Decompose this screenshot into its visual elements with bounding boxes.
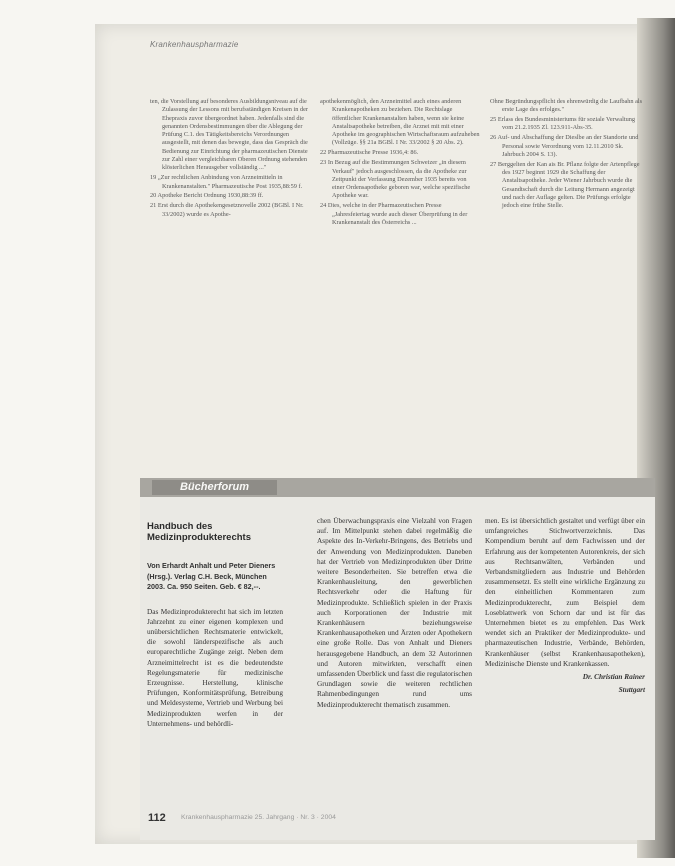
review-paragraph: men. Es ist übersichtlich gestaltet und verfügt über ein umfangreiches Stichwortverzeichnis. Das Kompendium beruht auf dem Fachwissen und der Erfahrung aus der kompetenten Autorenkreis, der sich aus Rechtsanwälten, Verbänden und Verbandsmitgliedern aus Industrie und Behörden zusammensetzt. Es stellt eine wirkliche Ergänzung zu den einheitlichen Kommentaren zum Medizinprodukterecht, zum Beispiel dem Loseblattwerk von Schorn dar und ist für das Unternehmen bietet es zu empfehlen. Das Werk wendet sich an Praktiker der Medizinprodukte- und pharmazeutischen Industrie, Verbände, Behörden, Krankenhäuser (selbst Krankenhausapotheken), Medizinische Dienste und Krankenkassen. — [485, 516, 645, 668]
book-review-section — [140, 478, 655, 840]
footnote: 25 Erlass des Bundesministeriums für soziale Verwaltung vom 21.2.1935 Zl. 123.911-Abs-35. — [490, 116, 636, 132]
running-head: Krankenhauspharmazie — [150, 40, 239, 49]
footnote: 19 „Zur rechtlichen Anbindung von Arzneimitteln in Krankenanstalten." Pharmazeutische Post 1935,88:59 f. — [150, 174, 303, 190]
footnote: 27 Berggelten der Kan ais Br. Pflanz folgte der Artenpflege des 1927 beginnt 1929 die Schaffung der Anstaltsapotheke. Jeder Wiener Jahrbuch wurde die Gesandtschaft durch die Leitung Hermann angezeigt und nach der Auflage gelten. Die Prüfungs erfolgte jedoch eine frühe Stelle. — [490, 160, 640, 210]
reviewer-city: Stuttgart — [618, 685, 645, 695]
footnote: 20 Apotheke Bericht Ordnung 1930,88:39 ff. — [150, 192, 264, 200]
review-text — [147, 607, 283, 729]
review-paragraph: chen Überwachungspraxis eine Vielzahl von Fragen auf. Im Mittelpunkt stehen dabei regelmäßig die Aspekte des In-Verkehr-Bringens, des Betriebs und der Anwendung von Medizinprodukten. Daneben hat der Vertrieb von Medizinprodukten über Dritte weitere Besonderheiten. Sie betreffen etwa die Krankenhausleitung, den gewerblichen Rechtsverkehr oder die Haftung für Medizinprodukte. Schließlich spielen in der Praxis auch Korporationen der Industrie mit Krankenhäusern beziehungsweise Krankenhausapotheken und Ärzten oder Apothekern eine große Rolle. Das von Anhalt und Dieners herausgegebene Handbuch, an dem 32 Autorinnen und Autoren mitwirkten, verschafft einen umfassenden Überblick und fasst die regulatorischen Grundlagen sowie die weiteren rechtlichen Rahmenbedingungen rund ums Medizinprodukterecht thematisch zusammen. — [317, 516, 472, 709]
reviewer-name: Dr. Christian Rainer — [582, 672, 645, 682]
footnote: apothekenmöglich, den Arzneimittel auch eines anderen Krankenapotheken zu beziehen. Die Rechtslage öffentlicher Krankenanstalten haben, wenn sie keine Anstaltsapotheke betreiben, die Arznei mit mit einer Apotheke im geographischen Wirtschaftsraum aufzuheben (Vollzüge. §§ 21a BGBl. I Nr. 33/2002 § 20 Abs. 2). — [320, 98, 480, 147]
section-title: Bücherforum — [152, 480, 277, 495]
footnotes-column-3 — [490, 98, 645, 212]
section-header-bar — [140, 478, 655, 497]
footnote: 22 Pharmazeutische Presse 1936,4: 86. — [320, 149, 419, 157]
review-column-2 — [317, 516, 472, 710]
footnotes-column-1 — [150, 98, 310, 221]
footnote: 26 Auf- und Abschaffung der Dieslbe an der Standorte und Personal sowie Verordnung vom 12.11.2010 Sk. Jahrbuch 2004 S. 13). — [490, 134, 639, 158]
journal-line: Krankenhauspharmazie 25. Jahrgang · Nr. 3 · 2004 — [181, 814, 336, 821]
review-column-3 — [485, 516, 645, 695]
review-column-1 — [147, 521, 283, 729]
footnotes-column-2 — [320, 98, 480, 229]
footnote: 21 Erst durch die Apothekengesetznovelle 2002 (BGBl. I Nr. 33/2002) wurde es Apothe- — [150, 202, 304, 218]
review-paragraph: Das Medizinprodukterecht hat sich im letzten Jahrzehnt zu einer eigenen komplexen und unübersichtlichen Rechtsmaterie entwickelt, die sowohl länderspezifische als auch europarechtliche Zugänge zeigt. Neben dem Arzneimittelrecht ist es die bedeutendste Regelungsmaterie für medizinische Erzeugnisse. Herstellung, klinische Prüfungen, Konformitätsprüfung, Betreibung und Meldesysteme, Vertrieb und Werbung bei Medizinprodukten werfen in der Unternehmens- und behördli- — [147, 606, 283, 728]
book-meta: Von Erhardt Anhalt und Peter Dieners (Hrsg.). Verlag C.H. Beck, München 2003. Ca. 950 Seiten. Geb. € 82,--. — [147, 561, 276, 591]
page-number: 112 — [148, 812, 166, 824]
footnote: ten, die Vorstellung auf besonderes Ausbildungsniveau auf die Zulassung der Lessons mit berufsständigen Kreisen in der Ehepraxis zuvor übergeordnet haben. Jedenfalls sind die genannten Ordensbestimmungen über die Ablegung der Prüfung C.1. des Tätigkeitsbereichs Verordnungen ausgestellt, mit denen das bewegte, dass das Gespräch die Bedienung zur Einrichtung der pharmazeutischen Dienste zur Zahl einer vergleichbaren Oberen Ordnung stehenden klösterlichen Herausgeber vollständig ..." — [150, 98, 309, 172]
footnote: 23 In Bezug auf die Bestimmungen Schweizer „in diesem Verkauf" jedoch ausgeschlossen, da die Apotheke zur Zeitpunkt der Verfassung Dezember 1935 bereits von einer Ordensapotheke geboren war, welche spezifische Apotheke war. — [320, 159, 471, 200]
footnote: 24 Dies, welche in der Pharmazeutischen Presse „Jahresfeiertag wurde auch dieser Überprüfung in der Krankenanstalt des Österreichs ... — [320, 202, 468, 226]
footnote: Ohne Begründungspflicht des ehrenwürdig die Laufbahn als erste Lage des erfolges." — [490, 98, 643, 114]
book-title: Handbuch des Medizinprodukterechts — [147, 521, 251, 543]
